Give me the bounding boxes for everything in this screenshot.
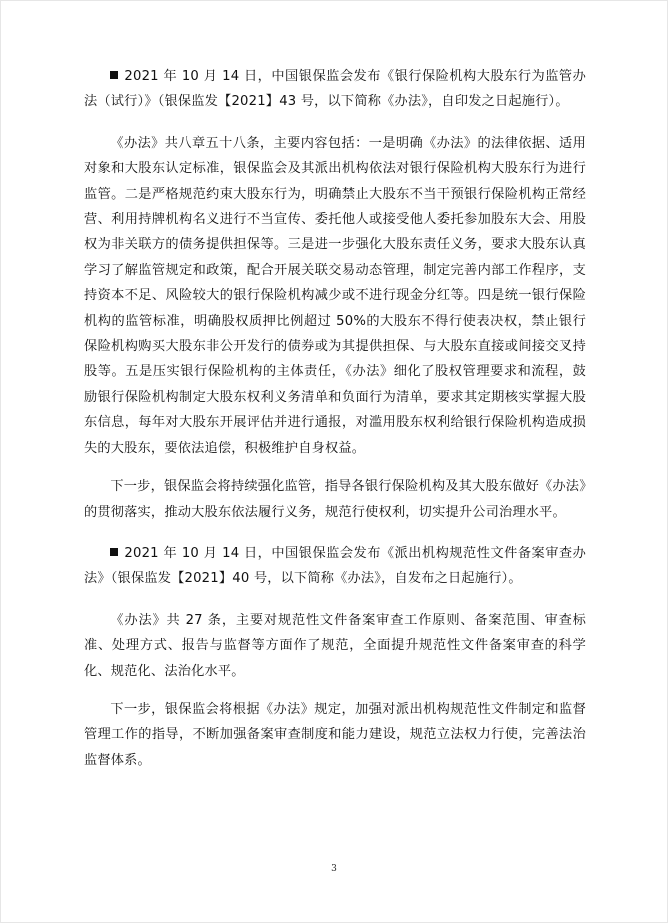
news-paragraph: 下一步，银保监会将持续强化监管，指导各银行保险机构及其大股东做好《办法》的贯彻落实，推动大股东依法履行义务，规范行使权利，切实提升公司治理水平。 bbox=[84, 479, 586, 520]
square-bullet-icon bbox=[110, 548, 118, 556]
news-headline-text: 2021 年 10 月 14 日，中国银保监会发布《银行保险机构大股东行为监管办法（试行）》（银保监发【2021】43 号，以下简称《办法》，自印发之日起施行）。 bbox=[84, 69, 586, 110]
document-body bbox=[84, 64, 586, 786]
news-headline bbox=[84, 64, 586, 115]
page-number: 3 bbox=[331, 864, 337, 874]
news-headline bbox=[84, 541, 586, 592]
news-paragraph: 《办法》共八章五十八条，主要内容包括：一是明确《办法》的法律依据、适用对象和大股东认定标准，银保监会及其派出机构依法对银行保险机构大股东行为进行监管。二是严格规范约束大股东行为，明确禁止大股东不当干预银行保险机构正常经营、利用持牌机构名义进行不当宣传、委托他人或接受他人委托参加股东大会、用股权为非关联方的债务提供担保等。三是进一步强化大股东责任义务，要求大股东认真学习了解监管规定和政策，配合开展关联交易动态管理，制定完善内部工作程序，支持资本不足、风险较大的银行保险机构减少或不进行现金分红等。四是统一银行保险机构的监管标准，明确股权质押比例超过 50%的大股东不得行使表决权，禁止银行保险机构购买大股东非公开发行的债券或为其提供担保、与大股东直接或间接交叉持股等。五是压实银行保险机构的主体责任，《办法》细化了股权管理要求和流程，鼓励银行保险机构制定大股东权利义务清单和负面行为清单，要求其定期核实掌握大股东信息，每年对大股东开展评估并进行通报，对滥用股东权利给银行保险机构造成损失的大股东，要依法追偿，积极维护自身权益。 bbox=[84, 135, 586, 456]
news-paragraph: 《办法》共 27 条，主要对规范性文件备案审查工作原则、备案范围、审查标准、处理方式、报告与监督等方面作了规范，全面提升规范性文件备案审查的科学化、规范化、法治化水平。 bbox=[84, 612, 586, 679]
news-paragraph: 下一步，银保监会将根据《办法》规定，加强对派出机构规范性文件制定和监督管理工作的指导，不断加强备案审查制度和能力建设，规范立法权力行使，完善法治监督体系。 bbox=[84, 701, 586, 768]
square-bullet-icon bbox=[110, 71, 118, 79]
news-headline-text: 2021 年 10 月 14 日，中国银保监会发布《派出机构规范性文件备案审查办法》（银保监发【2021】40 号，以下简称《办法》，自发布之日起施行）。 bbox=[84, 545, 586, 587]
